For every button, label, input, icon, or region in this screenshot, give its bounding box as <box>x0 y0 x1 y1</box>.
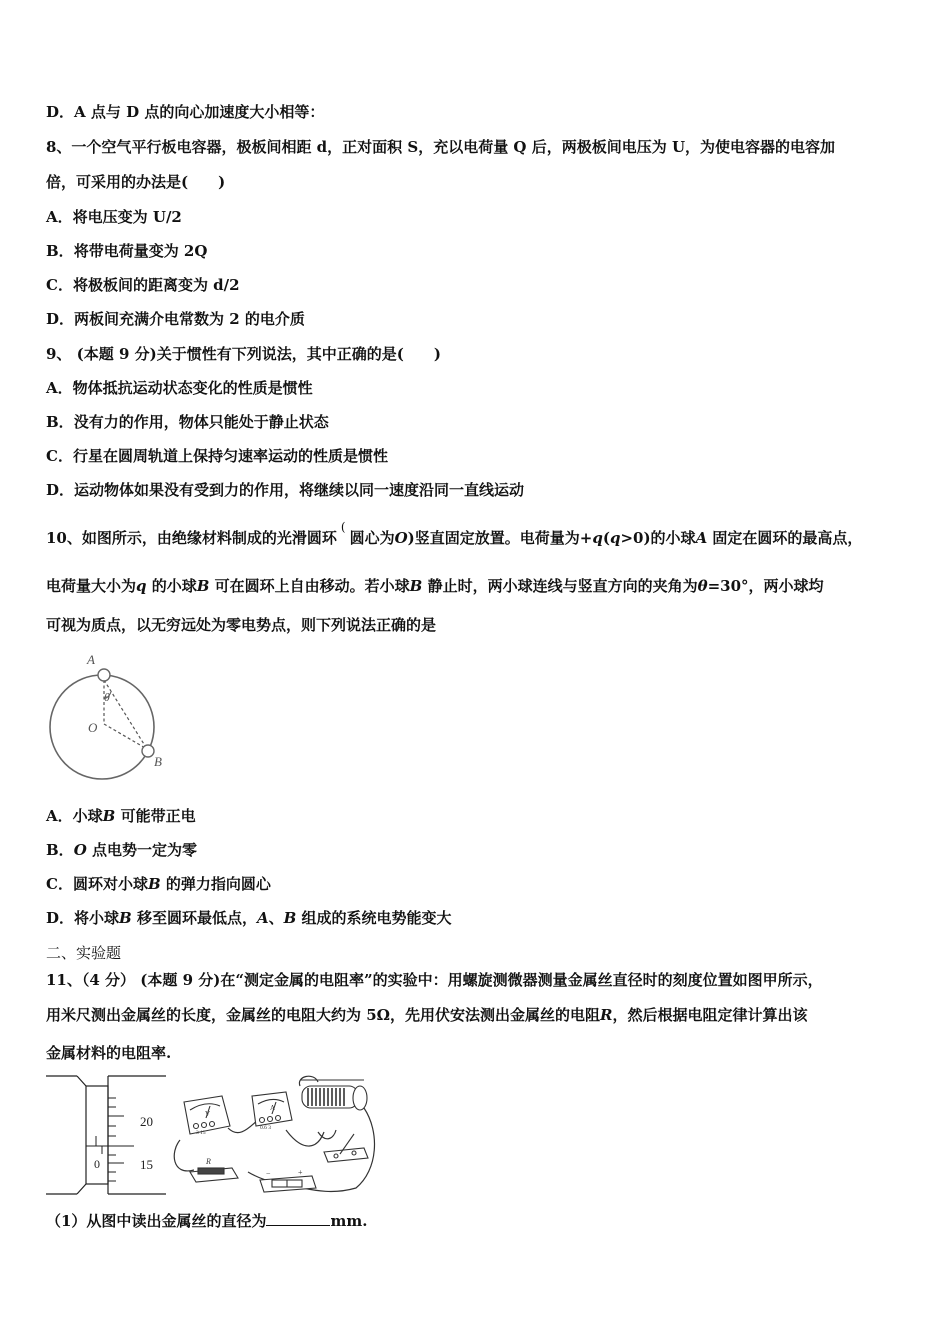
ammeter-label: A <box>270 1104 276 1112</box>
q7-option-d <box>46 102 324 122</box>
q11-sub1: （1）从图中读出金属丝的直径为 mm. <box>46 1212 368 1230</box>
battery-plus: + <box>298 1168 303 1177</box>
q9-option-a: A．物体抵抗运动状态变化的性质是惯性 <box>46 379 313 397</box>
q10-ring-figure <box>44 648 174 786</box>
q8-stem-line1: 8、一个空气平行板电容器，极板间相距 d，正对面积 S，充以电荷量 Q 后，两极板间电压为 U，为使电容器的电容加 <box>46 138 836 156</box>
q10-stem-line2: 电荷量大小为q 的小球B 可在圆环上自由移动。若小球B 静止时，两小球连线与竖直方向的夹角为θ=30°，两小球均 <box>46 577 824 595</box>
q8-option-a: A．将电压变为 U/2 <box>46 208 182 226</box>
main-zero: 0 <box>94 1157 100 1171</box>
q8-stem-line2: 倍，可采用的办法是( ) <box>46 173 226 191</box>
label-a: A <box>87 652 95 667</box>
ring <box>50 675 154 779</box>
label-b: B <box>154 754 162 769</box>
resistor-board <box>190 1168 238 1182</box>
q10-stem-line1: 10、如图所示，由绝缘材料制成的光滑圆环(圆心为O)竖直固定放置。电荷量为+q(q>0)的小球A 固定在圆环的最高点， <box>46 520 863 547</box>
battery-minus: − <box>266 1169 271 1178</box>
voltmeter-scale: 3 15 <box>196 1130 206 1136</box>
micrometer-figure <box>44 1074 170 1198</box>
line-O-B <box>104 724 147 749</box>
section-title: 二、实验题 <box>46 944 122 962</box>
label-o: O <box>88 720 98 735</box>
q9-option-d: D．运动物体如果没有受到力的作用，将继续以同一速度沿同一直线运动 <box>46 481 525 499</box>
tick-15: 15 <box>140 1157 153 1172</box>
option-text: A 点与 D 点的向心加速度大小相等： <box>74 103 325 121</box>
q8-option-c: C．将极板间的距离变为 d/2 <box>46 276 240 294</box>
ammeter-scale: 0.6 3 <box>260 1125 271 1131</box>
q11-stem-line1: 11、（4 分） (本题 9 分)在“测定金属的电阻率”的实验中：用螺旋测微器测量金属丝直径时的刻度位置如图甲所示， <box>46 971 823 989</box>
q8-option-d: D．两板间充满介电常数为 2 的电介质 <box>46 310 305 328</box>
q8-option-b: B．将带电荷量变为 2Q <box>46 242 208 260</box>
label-theta: θ <box>104 690 110 704</box>
option-label: D． <box>46 103 75 121</box>
q9-option-b: B．没有力的作用，物体只能处于静止状态 <box>46 413 329 431</box>
circuit-figure <box>168 1072 386 1198</box>
q10-option-a: A．小球B 可能带正电 <box>46 807 196 825</box>
line-A-B <box>104 680 147 749</box>
answer-blank[interactable] <box>266 1211 330 1226</box>
rheostat <box>300 1080 367 1110</box>
voltmeter-label: V <box>205 1110 211 1118</box>
tick-20: 20 <box>140 1114 153 1129</box>
q10-option-c: C．圆环对小球B 的弹力指向圆心 <box>46 875 271 893</box>
q11-stem-line2: 用米尺测出金属丝的长度，金属丝的电阻大约为 5Ω，先用伏安法测出金属丝的电阻R，然后根据电阻定律计算出该 <box>46 1006 808 1024</box>
q10-option-b: B．O 点电势一定为零 <box>46 841 197 859</box>
resistor-label: R <box>206 1157 211 1166</box>
ball-b <box>142 745 154 757</box>
q10-option-d: D．将小球B 移至圆环最低点，A、B 组成的系统电势能变大 <box>46 909 452 927</box>
q10-stem-line3: 可视为质点，以无穷远处为零电势点，则下列说法正确的是 <box>46 616 437 634</box>
q11-stem-line3: 金属材料的电阻率. <box>46 1044 172 1062</box>
q9-option-c: C．行星在圆周轨道上保持匀速率运动的性质是惯性 <box>46 447 388 465</box>
ball-a <box>98 669 110 681</box>
battery <box>260 1176 316 1192</box>
q9-stem: 9、 (本题 9 分)关于惯性有下列说法，其中正确的是( ) <box>46 345 441 363</box>
